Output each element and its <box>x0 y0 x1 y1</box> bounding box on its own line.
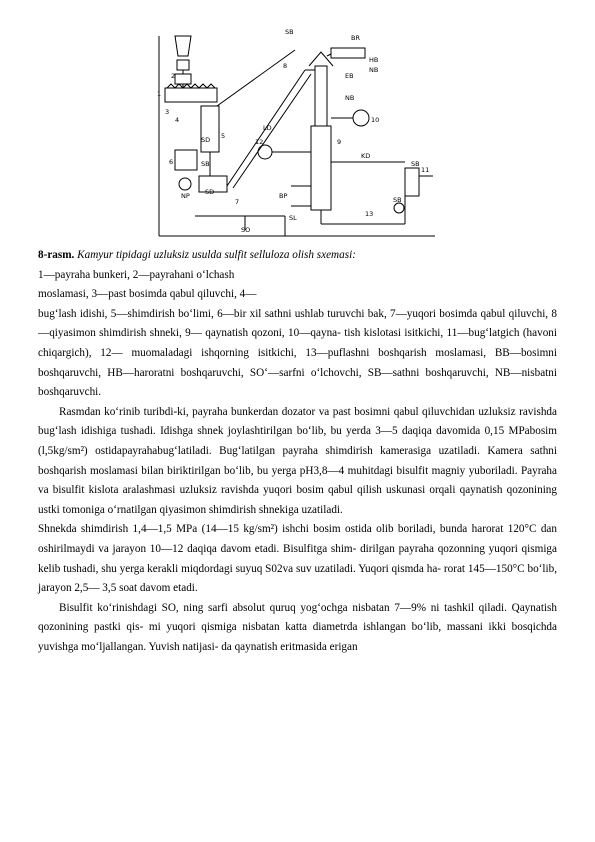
label-sl: SL <box>289 214 297 222</box>
steaming-vessel-shape <box>165 88 217 102</box>
label-4: 4 <box>175 116 180 124</box>
evaporator-shape <box>405 168 419 196</box>
label-11: 11 <box>421 166 430 174</box>
caption-body: Kamyur tipidagi uzluksiz usulda sulfit sellulozа olish sxemasi: <box>77 249 356 261</box>
label-sd: SD <box>205 188 215 196</box>
acid-heater-shape <box>353 110 369 126</box>
dosing-device-shape <box>177 60 189 70</box>
label-sb-mid: SB <box>201 160 210 168</box>
process-flow-diagram <box>155 26 440 244</box>
label-sb-top: SB <box>285 28 294 36</box>
label-eb: EB <box>345 72 354 80</box>
legend-rest: bug‘lash idishi, 5—shimdirish bo‘limi, 6—bir xil sathni ushlab turuvchi bak, 7—yuqori bosimda qabul qiluvchi, 8—qiyasimon shimdirish shneki, 9— qaynatish qozoni, 10—qayna- tish kislotasi isitkichi, 11—bug‘latgich (havoni chiqargich), 12— muomaladagi ishqorning isitkichi, 13—puflashni boshqarish moslamasi, BB—bosimni boshqaruvchi, HB—haroratni boshqaruvchi, SO‘—sarfni o‘lchovchi, SB—sathni boshqaruvchi, NB—nisbatni boshqaruvchi. <box>38 307 557 399</box>
label-so: SO <box>241 226 251 234</box>
bunker-shape <box>175 36 191 56</box>
label-hb: HB <box>369 56 379 64</box>
caption-title: 8-rasm. <box>38 249 75 261</box>
label-10: 10 <box>371 116 380 124</box>
impregnation-chamber-shape <box>201 106 219 152</box>
label-ld-top: LD <box>263 124 272 132</box>
digester-lower-shape <box>311 126 331 210</box>
label-np: NP <box>181 192 190 200</box>
label-9: 9 <box>337 138 342 146</box>
label-2: 2 <box>171 72 176 80</box>
label-bp: BP <box>279 192 288 200</box>
label-nb: NB <box>345 94 355 102</box>
label-3: 3 <box>165 108 170 116</box>
figure-caption <box>38 246 557 657</box>
blow-control-shape <box>394 203 404 213</box>
legend-line-1: 1—payraha bunkeri, 2—payrahani o‘lchash <box>38 268 235 281</box>
inclined-screw-shape <box>331 48 365 58</box>
low-pressure-feeder-shape <box>175 74 191 84</box>
paragraph-2: Shnekda shimdirish 1,4—1,5 MPa (14—15 kg/sm²) ishchi bosim ostida olib boriladi, bunda harorat 120°C dan oshirilmaydi va jarayon 10—12 daqiqa davom etadi. Bisulfitga shim- dirilgan payraha qozonning yuqori qismiga kelib tushadi, shu yerga kerakli miqdordagi suyuq S02va suv uzatiladi. Yuqori qismda ha- rorat 145—150°C bo‘lib, jarayon 2,5— 3,5 soat davom etadi. <box>38 523 557 595</box>
label-7: 7 <box>235 198 240 206</box>
label-12: 12 <box>255 138 264 146</box>
level-tank-shape <box>175 150 197 170</box>
label-sd2: SB <box>393 196 402 204</box>
paragraph-1: Rasmdan ko‘rinib turibdi-ki, payraha bunkerdan dozator va past bosimni qabul qiluvchidan uzluksiz ravishda bug‘lash idishiga tushadi. Idishga shnek joylashtirilgan bo‘lib, bu yerda 3—5 daqiqa davomida 0,15 MPabosim (l,5kg/sm²) ostidapayrahabug‘latiladi. Bug‘latilgan payraha shimdirish kamerasiga uzatiladi. Kamera sathni boshqarish moslamasi bilan biriktirilgan bo‘lib, bu yerga pH3,8—4 muhitdagi bisulfit magniy yuboriladi. Payraha va bisulfit kislota aralashmasi uzluksiz ravishda yuqori bosim qabul qilish uskunasi orqali qaynatish qozonining ustki tomoniga o‘rnatilgan qiyasimon shimdirish shnekiga uzatiladi. <box>38 405 557 516</box>
label-13: 13 <box>365 210 374 218</box>
pump-left-shape <box>179 178 191 190</box>
paragraph-3: Bisulfit ko‘rinishdagi SO, ning sarfi absolut quruq yog‘ochga nisbatan 7—9% ni tashkil qiladi. Qaynatish qozonining pastki qis- mi yuqori qismiga nisbatan katta diametrda ishlangan bo‘lib, massani ikki bosqichda yuvishga mo‘ljallangan. Yuvish natijasi- da qaynatish eritmasida erigan <box>38 601 557 653</box>
label-6: 6 <box>169 158 174 166</box>
label-br: BR <box>351 34 360 42</box>
label-8: 8 <box>283 62 288 70</box>
legend-line-2: moslamasi, 3—past bosimda qabul qiluvchi, 4— <box>38 288 257 301</box>
label-1: 1 <box>157 90 162 98</box>
digester-upper-shape <box>315 66 327 126</box>
label-kd: KD <box>361 152 371 160</box>
label-5: 5 <box>221 132 226 140</box>
label-nb-top: NB <box>369 66 379 74</box>
label-sd-right: SB <box>411 160 420 168</box>
label-sd-top: SD <box>201 136 211 144</box>
heater-12-shape <box>258 145 272 159</box>
